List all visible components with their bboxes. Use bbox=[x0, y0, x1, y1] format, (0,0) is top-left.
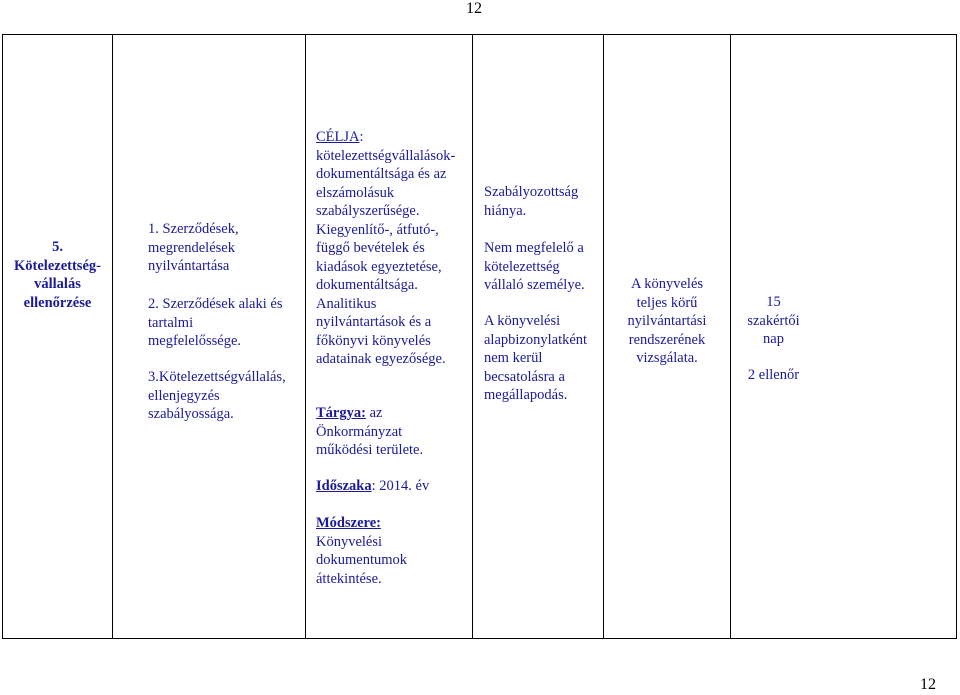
resource-days: 15 szakértői nap bbox=[747, 294, 800, 347]
risk-item: Nem megfelelő a kötelezettség vállaló személye. bbox=[484, 240, 585, 293]
risk-item: Szabályozottság hiánya. bbox=[484, 184, 579, 219]
subject-label: Tárgya: bbox=[316, 405, 366, 421]
period-text: : 2014. év bbox=[371, 478, 430, 494]
column-divider bbox=[112, 34, 113, 639]
goal-block: CÉLJA: kötelezettségvállalások- dokumentáltsága és az elszámolásuk szabályszerűsége. Kiegyenlítő-, átfutó-, függő bevételek és kiadások egyeztetése, dokumentáltsága. Analitikus nyilvántartások és a főkönyvi könyvelés adatainak egyezősége. bbox=[316, 129, 456, 367]
section-title: 5. Kötelezettség- vállalás ellenőrzése bbox=[14, 239, 101, 311]
method-text: Könyvelési dokumentumok áttekintése. bbox=[316, 533, 408, 587]
resource-auditors: 2 ellenőr bbox=[747, 367, 800, 383]
check-method: A könyvelés teljes körű nyilvántartási rendszerének vizsgálata. bbox=[627, 276, 707, 366]
subject-text: az Önkormányzat működési területe. bbox=[316, 405, 424, 458]
list-item: 1. Szerződések, megrendelések nyilvántartása bbox=[148, 221, 239, 274]
method-block bbox=[316, 514, 407, 588]
risk-item: A könyvelési alapbizonylatként nem kerül becsatolásra a megállapodás. bbox=[484, 313, 588, 403]
goal-text: kötelezettségvállalások- dokumentáltsága és az elszámolásuk szabályszerűsége. Kiegyenlítő-, átfutó-, függő bevételek és kiadások egyeztetése, dokumentáltsága. Analitikus nyilvántartások és a főkönyvi könyvelés adatainak egyezősége. bbox=[316, 147, 456, 367]
list-item: 3.Kötelezettségvállalás, ellenjegyzés szabályossága. bbox=[148, 369, 286, 422]
column-divider bbox=[472, 34, 473, 639]
list-item: 2. Szerződések alaki és tartalmi megfelelőssége. bbox=[148, 296, 283, 349]
method-label: Módszere: bbox=[316, 515, 381, 531]
goal-label: CÉLJA bbox=[316, 129, 360, 145]
page-number-top: 12 bbox=[466, 0, 482, 17]
page-number-bottom: 12 bbox=[920, 676, 936, 693]
column-divider bbox=[305, 34, 306, 639]
subject-block bbox=[316, 404, 423, 460]
period-block bbox=[316, 477, 429, 496]
period-label: Időszaka bbox=[316, 478, 372, 494]
